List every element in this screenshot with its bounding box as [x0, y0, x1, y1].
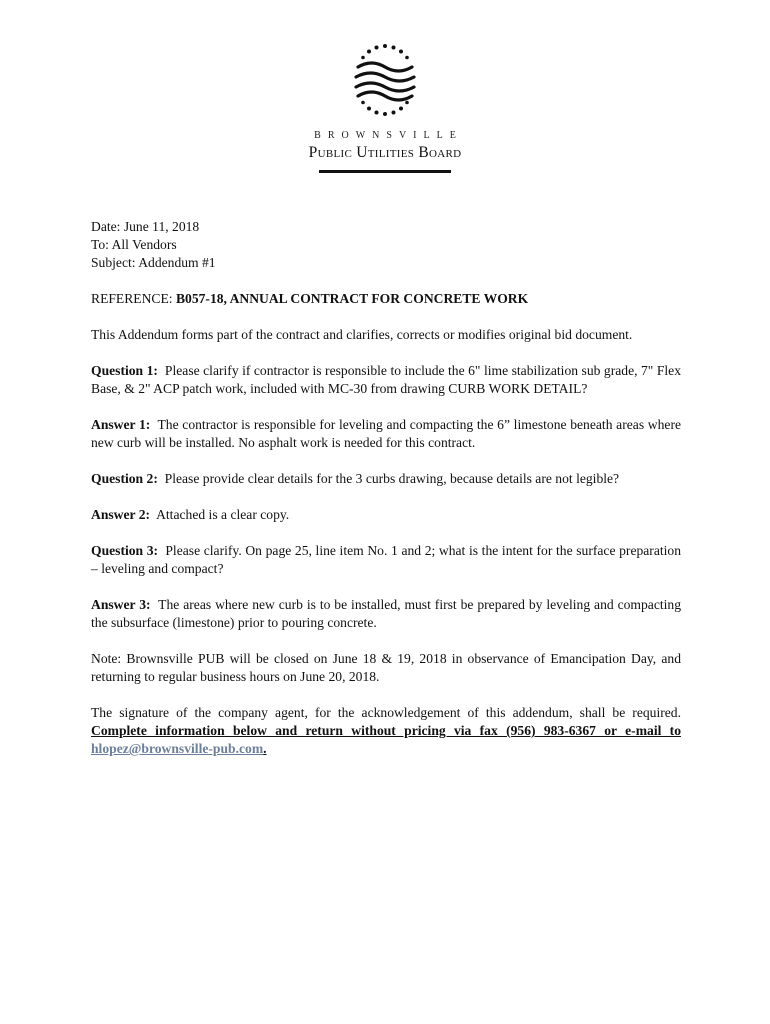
- question-1-text: Please clarify if contractor is responsible to include the 6" lime stabilization sub grade, 7" Flex Base, & 2" ACP patch work, included with MC-30 from drawing CURB WORK DETAIL?: [91, 363, 681, 396]
- question-3: [91, 542, 681, 578]
- signature-paragraph: [91, 704, 681, 758]
- answer-2-label: Answer 2:: [91, 507, 151, 522]
- intro-paragraph: This Addendum forms part of the contract and clarifies, corrects or modifies original bid document.: [91, 327, 633, 342]
- answer-3-label: Answer 3:: [91, 597, 151, 612]
- org-name: Public Utilities Board: [308, 144, 462, 161]
- answer-3: [91, 596, 681, 632]
- answer-1-label: Answer 1:: [91, 417, 151, 432]
- reference-title: B057-18, ANNUAL CONTRACT FOR CONCRETE WORK: [175, 291, 529, 306]
- date-line: Date: June 11, 2018: [91, 219, 200, 234]
- question-2: [91, 470, 681, 488]
- signature-end: .: [263, 741, 267, 756]
- reference-label: REFERENCE:: [91, 291, 176, 306]
- answer-3-text: The areas where new curb is to be installed, must first be prepared by leveling and compacting the subsurface (limestone) prior to pouring concrete.: [91, 597, 682, 630]
- signature-text: The signature of the company agent, for the acknowledgement of this addendum, shall be required.: [91, 705, 681, 720]
- question-1: [91, 362, 681, 398]
- closure-note: Note: Brownsville PUB will be closed on June 18 & 19, 2018 in observance of Emancipation Day, and returning to regular business hours on June 20, 2018.: [91, 651, 681, 684]
- return-instruction: Complete information below and return without pricing via fax (956) 983-6367 or e-mail to: [91, 723, 681, 738]
- question-3-text: Please clarify. On page 25, line item No. 1 and 2; what is the intent for the surface preparation – leveling and compact?: [91, 543, 682, 576]
- letterhead: [0, 40, 770, 173]
- subject-line: Subject: Addendum #1: [91, 255, 216, 270]
- to-line: To: All Vendors: [91, 237, 177, 252]
- email-link[interactable]: hlopez@brownsville-pub.com: [91, 741, 264, 756]
- question-2-text: Please provide clear details for the 3 curbs drawing, because details are not legible?: [164, 471, 620, 486]
- org-city-line: BROWNSVILLE: [314, 130, 463, 141]
- question-2-label: Question 2:: [91, 471, 158, 486]
- answer-2: [91, 506, 681, 524]
- answer-1: [91, 416, 681, 452]
- answer-1-text: The contractor is responsible for leveling and compacting the 6” limestone beneath areas where new curb will be installed. No asphalt work is needed for this contract.: [91, 417, 682, 450]
- brownsville-pub-logo-icon: [345, 40, 425, 120]
- question-1-label: Question 1:: [91, 363, 158, 378]
- header-divider: [319, 170, 451, 173]
- answer-2-text: Attached is a clear copy.: [156, 507, 290, 522]
- question-3-label: Question 3:: [91, 543, 159, 558]
- document-body: [91, 218, 681, 758]
- reference-line: [91, 290, 681, 308]
